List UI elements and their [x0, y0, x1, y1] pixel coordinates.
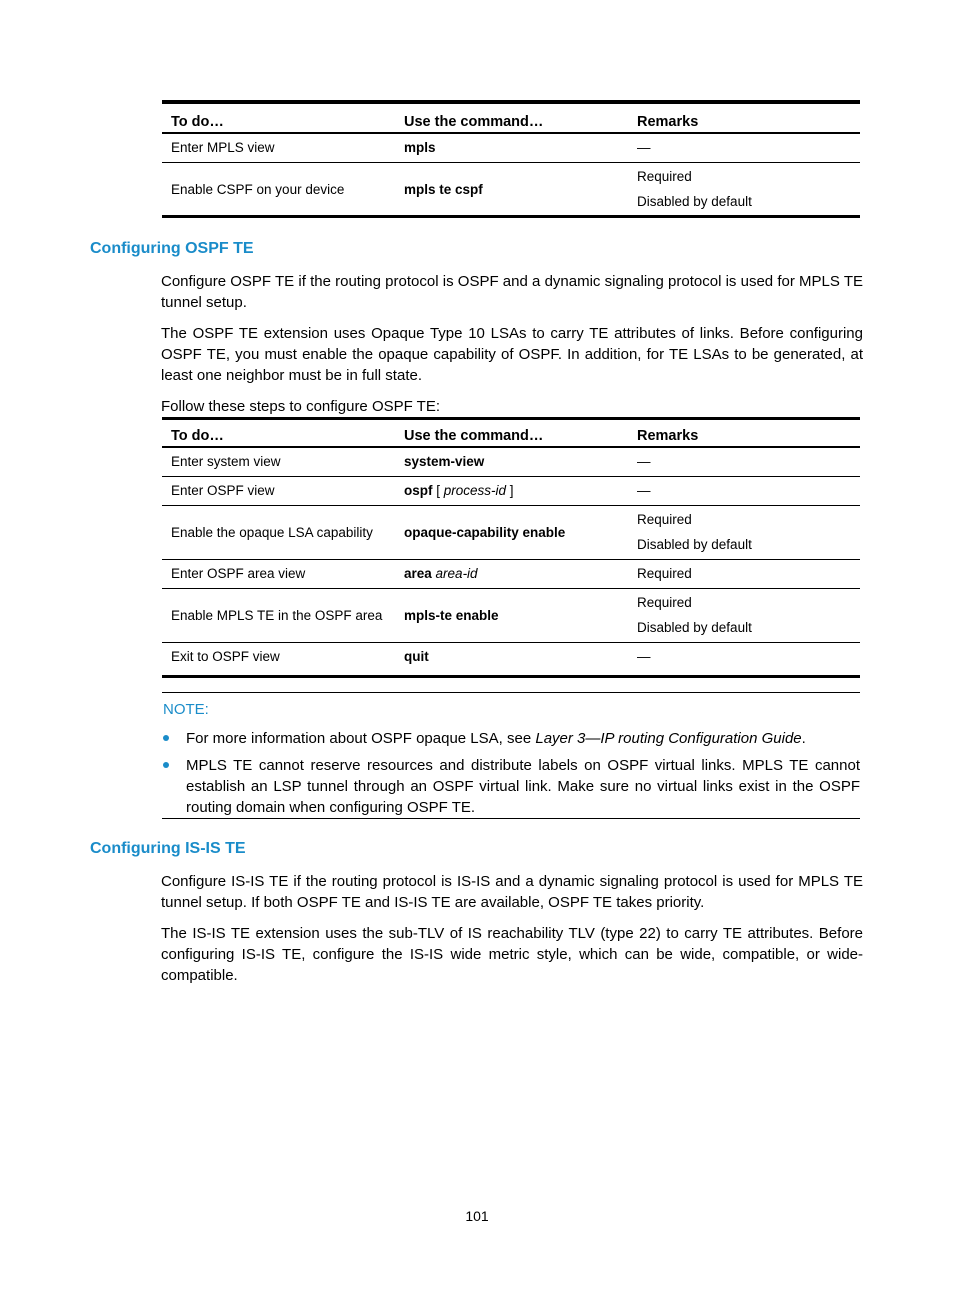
- command-cell: quit: [404, 649, 429, 665]
- table-row: [162, 162, 860, 216]
- table1-bottom-rule: [162, 215, 860, 218]
- bracket-open: [: [432, 483, 444, 498]
- note-top-rule: [162, 692, 860, 693]
- remarks-cell: —: [628, 476, 860, 505]
- bracket-close: ]: [506, 483, 514, 498]
- paragraph: Follow these steps to configure OSPF TE:: [161, 398, 441, 415]
- guide-reference: Layer 3—IP routing Configuration Guide: [535, 730, 802, 747]
- command-cell: opaque-capability enable: [395, 505, 628, 559]
- bullet-text-prefix: For more information about OSPF opaque LSA, see: [186, 730, 536, 747]
- paragraph: The IS-IS TE extension uses the sub-TLV of IS reachability TLV (type 22) to carry TE attributes. Before configuring IS-IS TE, configure the IS-IS wide metric style, which can be wide, compatible, or wide-compatible.: [161, 925, 863, 984]
- command-argument: process-id: [443, 483, 507, 498]
- todo-cell: Enter MPLS view: [162, 133, 395, 162]
- todo-cell: Enable MPLS TE in the OSPF area: [162, 588, 395, 642]
- remarks-cell: [628, 505, 860, 559]
- table-row: [162, 559, 860, 588]
- table2-header-remarks: Remarks: [628, 420, 860, 447]
- bullet-text-suffix: .: [801, 730, 806, 747]
- remarks-cell: —: [628, 447, 860, 476]
- remark-line: Required: [637, 512, 692, 527]
- table2-header-row: [162, 420, 860, 447]
- table1-header-row: [162, 104, 860, 133]
- remarks-cell: Required: [628, 559, 860, 588]
- remark-line: Disabled by default: [637, 537, 752, 552]
- remark-line: Disabled by default: [637, 620, 752, 635]
- command-keyword: area: [404, 566, 432, 581]
- command-cell: [395, 559, 628, 588]
- table-row: [162, 476, 860, 505]
- remarks-cell: [628, 588, 860, 642]
- todo-cell: Enable the opaque LSA capability: [162, 505, 395, 559]
- paragraph: Configure IS-IS TE if the routing protocol is IS-IS and a dynamic signaling protocol is used for MPLS TE tunnel setup. If both OSPF TE and IS-IS TE are available, OSPF TE takes priority.: [161, 873, 863, 911]
- bullet-icon: [163, 762, 169, 768]
- command-cell: mpls: [395, 133, 628, 162]
- table2: [162, 420, 860, 671]
- todo-cell: Enable CSPF on your device: [171, 181, 345, 197]
- remarks-cell: —: [628, 133, 860, 162]
- remark-line: Required: [637, 169, 692, 185]
- table2-header-command: Use the command…: [395, 420, 628, 447]
- table-row: [162, 133, 860, 162]
- note-label: NOTE:: [163, 701, 209, 718]
- note-bullet: [163, 728, 860, 749]
- table-row: [162, 447, 860, 476]
- command-cell: mpls-te enable: [395, 588, 628, 642]
- remarks-cell: [628, 162, 860, 216]
- command-keyword: ospf: [404, 483, 433, 498]
- command-argument: area-id: [435, 566, 478, 581]
- table-row: [162, 588, 860, 642]
- table-row: [162, 505, 860, 559]
- command-cell: system-view: [395, 447, 628, 476]
- command-cell: mpls te cspf: [404, 181, 483, 197]
- remark-line: Disabled by default: [637, 194, 752, 210]
- table1-header-command: Use the command…: [395, 104, 628, 133]
- table1: [162, 104, 860, 216]
- section-heading-isis-te: Configuring IS-IS TE: [90, 840, 246, 857]
- table1-header-todo: To do…: [162, 104, 395, 133]
- todo-cell: Enter OSPF area view: [162, 559, 395, 588]
- command-cell: [395, 476, 628, 505]
- page-number: 101: [465, 1208, 489, 1224]
- remark-line: Required: [637, 595, 692, 610]
- table-row: [162, 642, 860, 671]
- table1-header-remarks: Remarks: [628, 104, 860, 133]
- paragraph: Configure OSPF TE if the routing protocol is OSPF and a dynamic signaling protocol is used for MPLS TE tunnel setup.: [161, 273, 863, 311]
- todo-cell: Exit to OSPF view: [171, 649, 280, 665]
- todo-cell: Enter system view: [162, 447, 395, 476]
- bullet-icon: [163, 735, 169, 741]
- section-heading-ospf-te: Configuring OSPF TE: [90, 240, 254, 257]
- table2-header-todo: To do…: [162, 420, 395, 447]
- remarks-cell: —: [637, 649, 651, 665]
- note-bullet-text: MPLS TE cannot reserve resources and distribute labels on OSPF virtual links. MPLS TE cannot establish an LSP tunnel through an OSPF virtual link. Make sure no virtual links exist in the OSPF routing domain when configuring OSPF TE.: [186, 757, 860, 816]
- note-bullet: [163, 755, 860, 818]
- todo-cell: Enter OSPF view: [162, 476, 395, 505]
- table2-bottom-rule: [162, 675, 860, 678]
- note-bottom-rule: [162, 818, 860, 819]
- note-bullet-text: [186, 728, 860, 749]
- paragraph: The OSPF TE extension uses Opaque Type 10 LSAs to carry TE attributes of links. Before configuring OSPF TE, you must enable the opaque capability of OSPF. In addition, for TE LSAs to be generated, at least one neighbor must be in full state.: [161, 325, 863, 384]
